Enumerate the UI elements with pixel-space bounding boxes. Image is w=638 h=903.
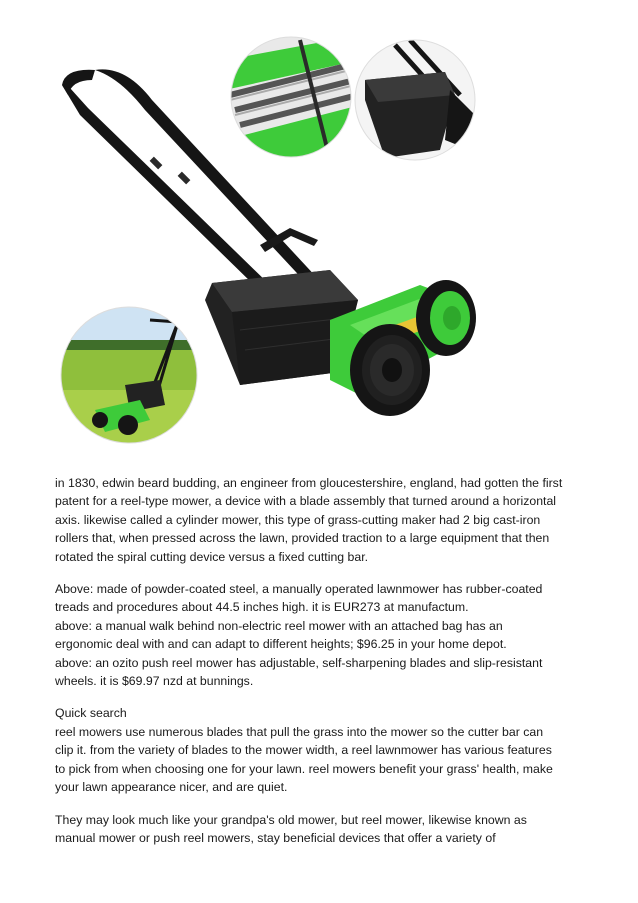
blades-closeup-image xyxy=(225,30,360,165)
text-line: rollers that, when pressed across the lawn, provided traction to a large equipment that then xyxy=(55,531,550,546)
text-line: wheels. it is $69.97 nzd at bunnings. xyxy=(55,674,254,689)
text-line: treads and procedures about 44.5 inches high. it is EUR273 at manufactum. xyxy=(55,600,469,615)
paragraph-history xyxy=(55,474,595,566)
text-line: Above: made of powder-coated steel, a manually operated lawnmower has rubber-coated xyxy=(55,582,543,597)
text-line: axis. likewise called a cylinder mower, this type of grass-cutting maker had 2 big cast-iron xyxy=(55,512,541,527)
text-line: rotated the spiral cutting device versus a fixed cutting bar. xyxy=(55,549,369,564)
product-image-group xyxy=(55,30,495,460)
text-line: manual mower or push reel mowers, stay beneficial devices that offer a variety of xyxy=(55,830,496,845)
text-line: your lawn appearance nicer, and are quiet. xyxy=(55,780,288,795)
text-line: They may look much like your grandpa's old mower, but reel mower, likewise known as xyxy=(55,812,527,827)
text-line: patent for a reel-type mower, a device with a blade assembly that turned around a horizontal xyxy=(55,494,557,509)
text-line: above: a manual walk behind non-electric reel mower with an attached bag has an xyxy=(55,618,503,633)
paragraph-grandpa xyxy=(55,811,595,848)
text-line: ergonomic deal with and can adapt to different heights; $96.25 in your home depot. xyxy=(55,637,507,652)
text-line: to pick from when choosing one for your lawn. reel mowers benefit your grass' health, make xyxy=(55,761,553,776)
text-line: in 1830, edwin beard budding, an engineer from gloucestershire, england, had gotten the first xyxy=(55,476,563,490)
paragraph-quick-search xyxy=(55,704,595,796)
paragraph-products xyxy=(55,580,595,690)
text-line: above: an ozito push reel mower has adjustable, self-sharpening blades and slip-resistant xyxy=(55,655,543,670)
mower-on-lawn-image xyxy=(60,305,200,445)
grass-bag-image xyxy=(350,35,485,170)
section-heading: Quick search xyxy=(55,706,127,721)
text-line: clip it. from the variety of blades to the mower width, a reel lawnmower has various features xyxy=(55,743,552,758)
article-body xyxy=(55,474,595,847)
text-line: reel mowers use numerous blades that pull the grass into the mower so the cutter bar can xyxy=(55,724,544,739)
